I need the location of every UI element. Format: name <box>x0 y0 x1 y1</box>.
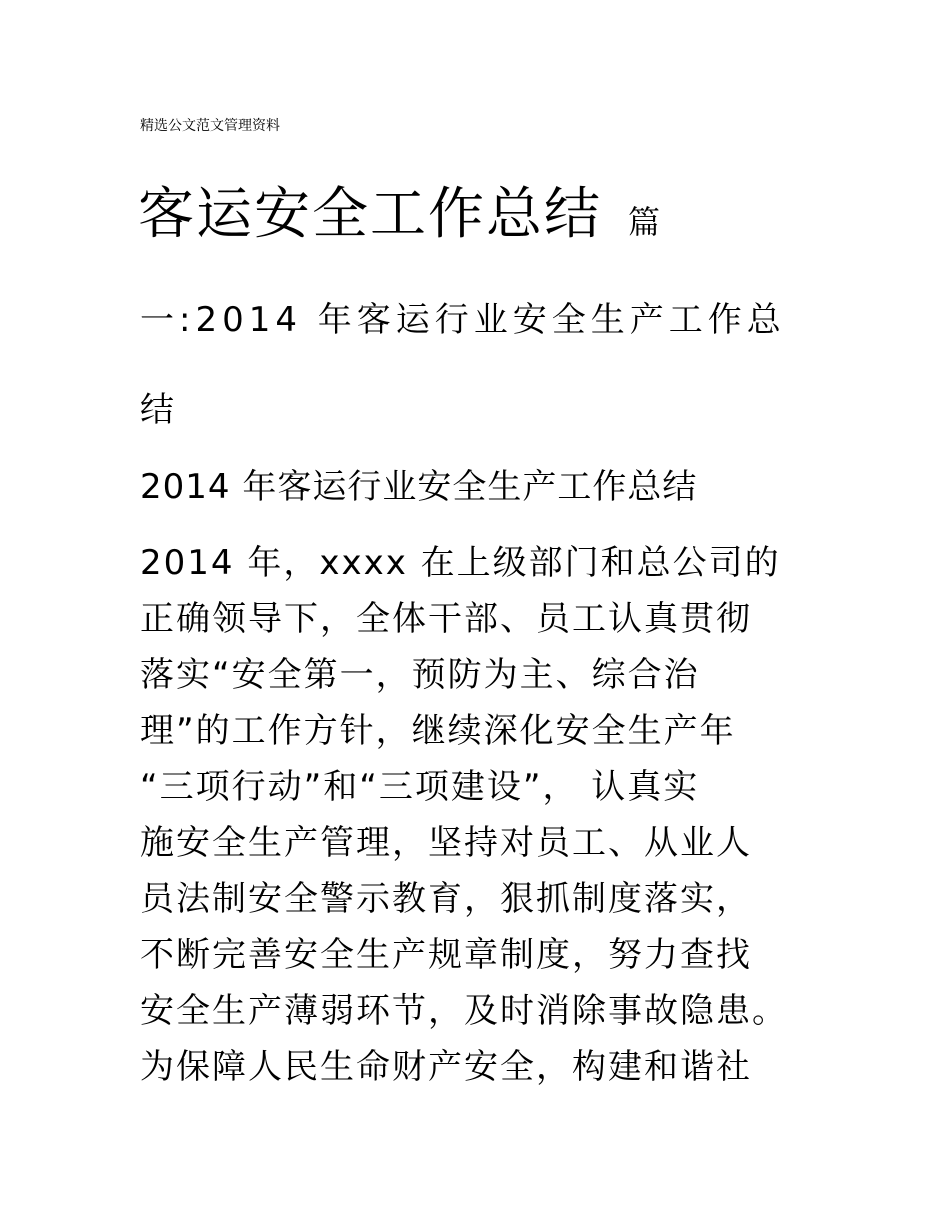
document-header-note: 精选公文范文管理资料 <box>140 118 280 134</box>
paragraph-line: 施安全生产管理，坚持对员工、从业人 <box>140 823 752 863</box>
document-title <box>138 180 660 263</box>
title-suffix-text: 篇 <box>628 203 661 241</box>
title-main-text: 客运安全工作总结 <box>138 182 602 247</box>
paragraph-line: 不断完善安全生产规章制度，努力查找 <box>140 935 752 975</box>
paragraph-line: 安全生产薄弱环节，及时消除事故隐患。 <box>140 991 788 1031</box>
paragraph-line: 员法制安全警示教育，狠抓制度落实， <box>140 879 752 919</box>
title-continuation-line: 一:2014 年客运行业安全生产工作总 <box>140 300 786 340</box>
section-heading: 2014 年客运行业安全生产工作总结 <box>140 467 698 507</box>
paragraph-line: 理”的工作方针，继续深化安全生产年 <box>140 711 736 751</box>
paragraph-line: 正确领导下，全体干部、员工认真贯彻 <box>140 599 752 639</box>
paragraph-line: 为保障人民生命财产安全，构建和谐社 <box>140 1047 752 1087</box>
paragraph-line: 2014 年，xxxx 在上级部门和总公司的 <box>140 543 781 583</box>
title-continuation-line-end: 结 <box>140 390 174 430</box>
paragraph-line: “三项行动”和“三项建设”， 认真实 <box>140 767 700 807</box>
paragraph-line: 落实“安全第一，预防为主、综合治 <box>140 655 700 695</box>
